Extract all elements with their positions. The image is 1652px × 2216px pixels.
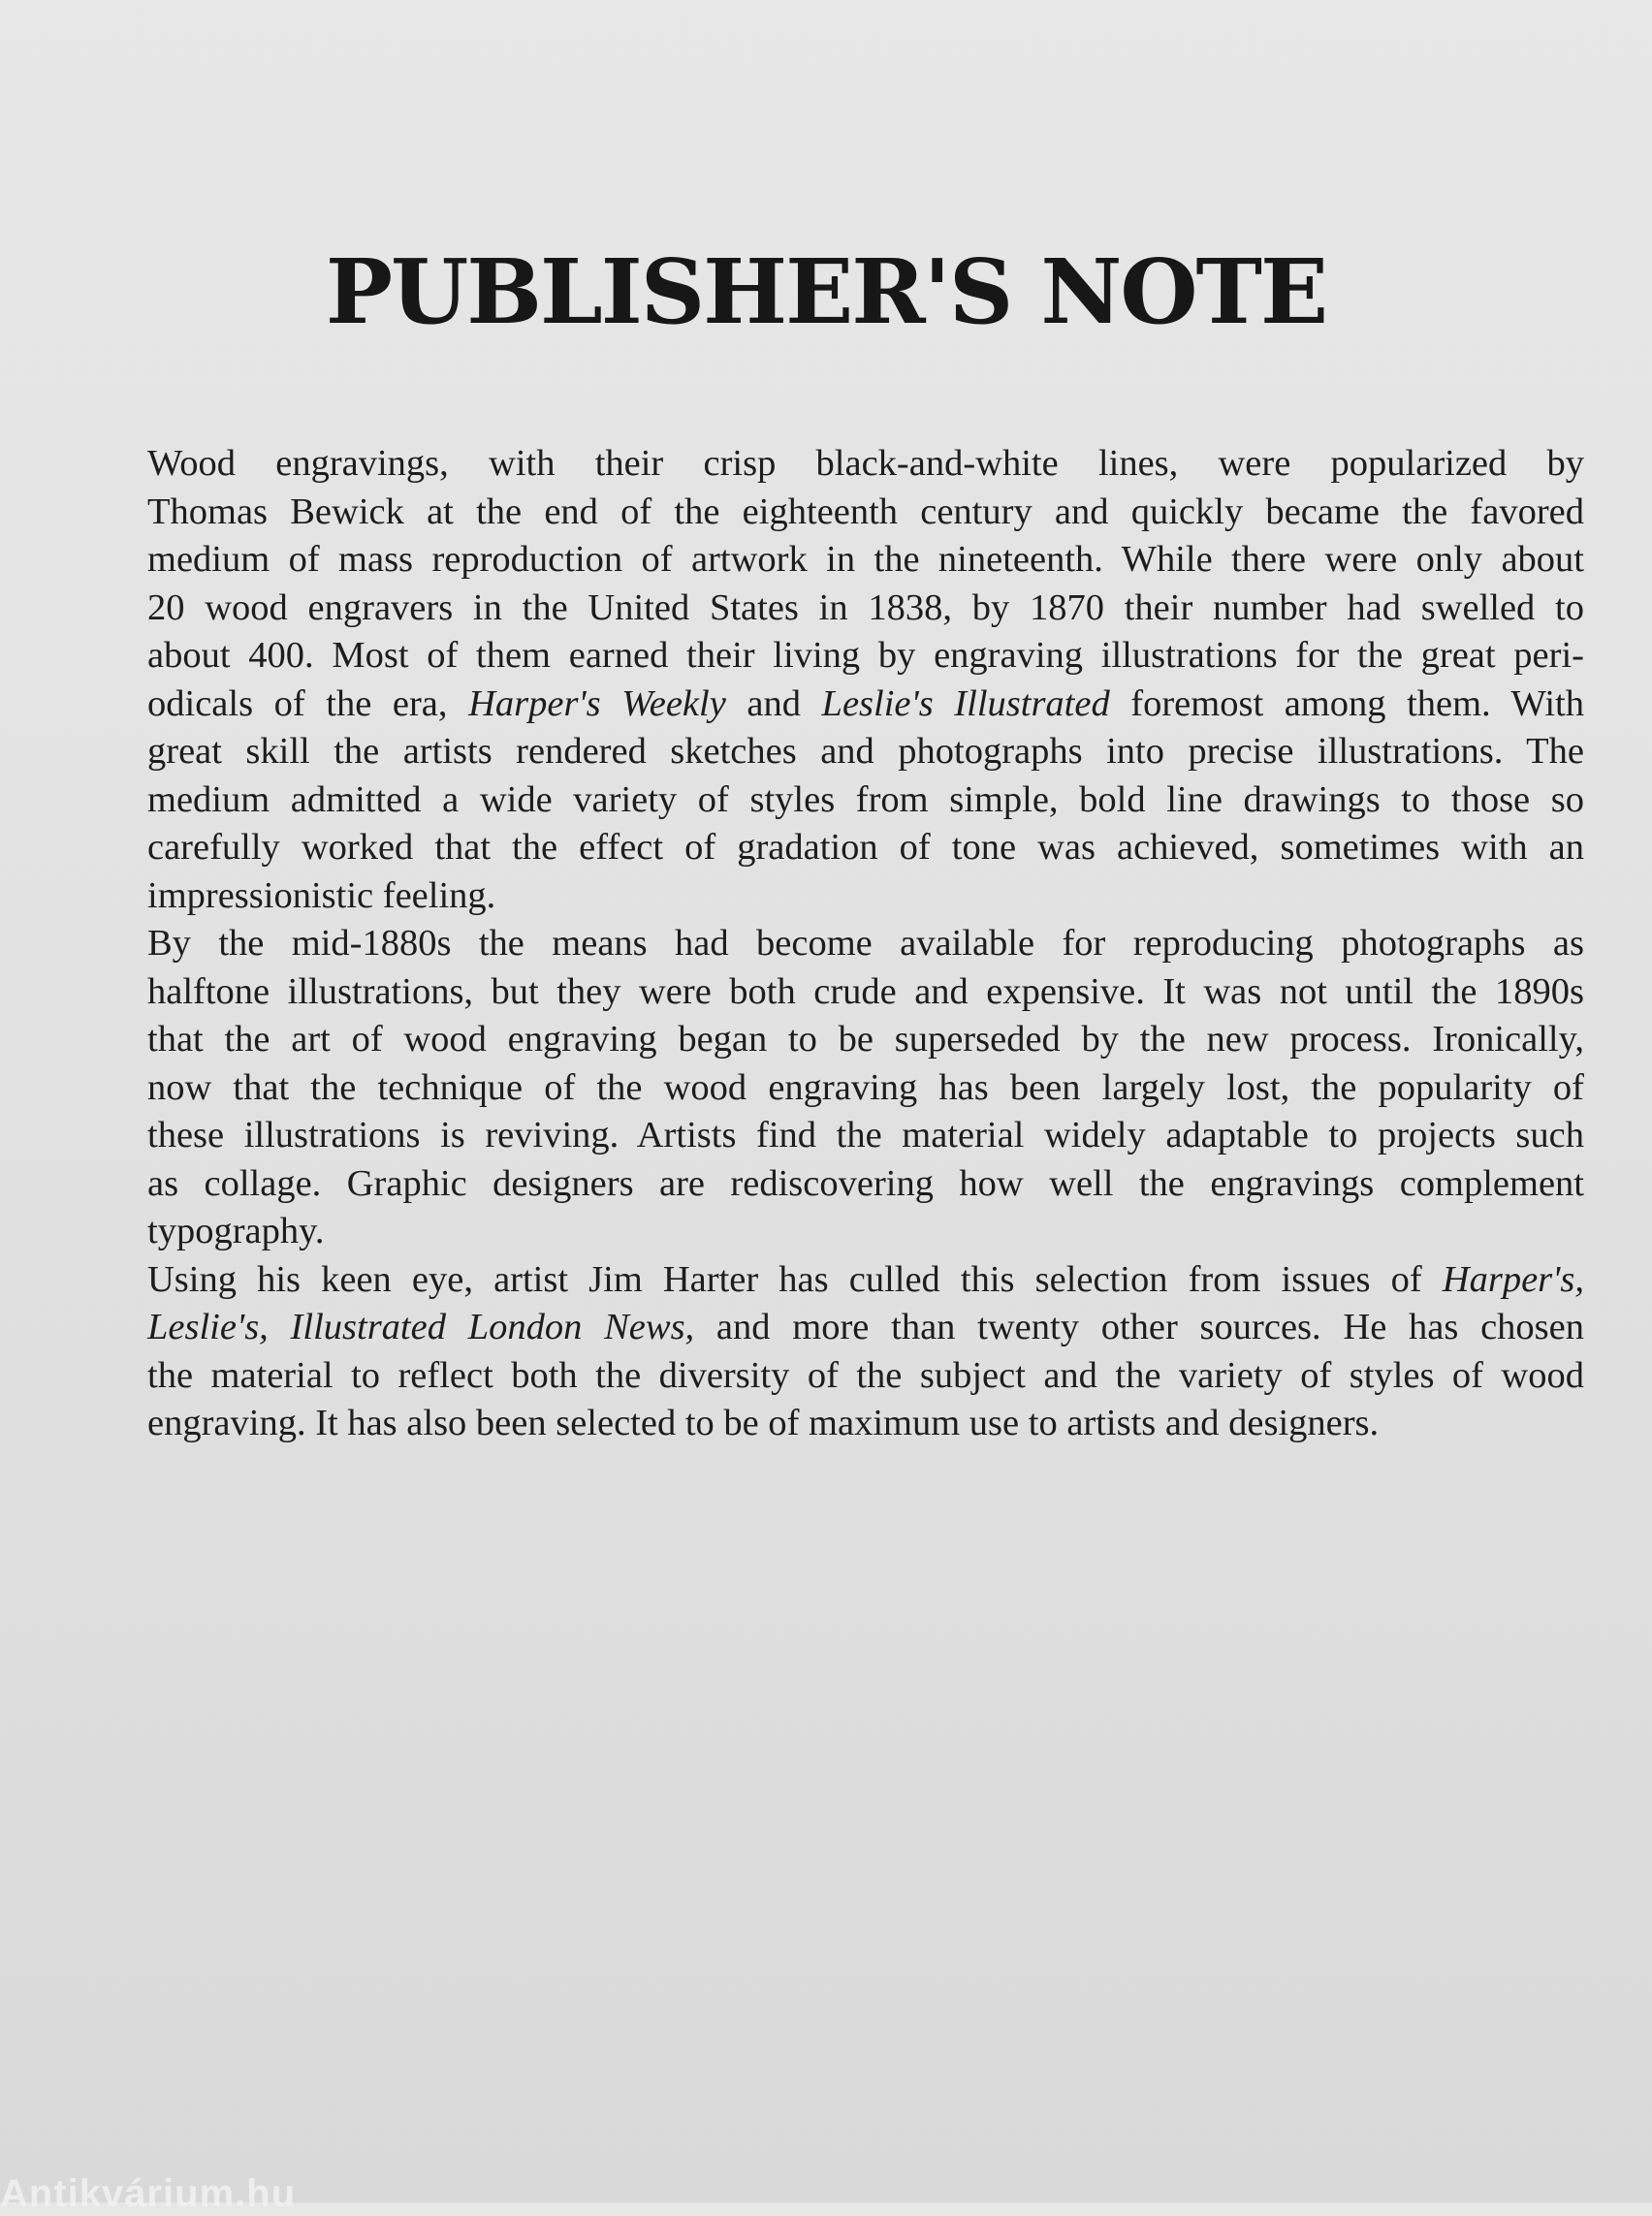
text-line — [62, 776, 1584, 825]
text-run: Using his keen eye, artist Jim Harter has culled this selection from issues of — [147, 1258, 1443, 1300]
text-line — [62, 920, 1584, 968]
text-run: that the art of wood engraving began to be superseded by the new process. Ironically, — [147, 1019, 1584, 1060]
text-run: the material to reflect both the diversity of the subject and the variety of styles of wood — [147, 1354, 1584, 1396]
text-line — [62, 1304, 1584, 1352]
italic-title: Leslie's, Illustrated London News, — [147, 1307, 695, 1347]
text-run: as collage. Graphic designers are rediscovering how well the engravings complement — [147, 1162, 1584, 1204]
text-line — [62, 440, 1584, 489]
watermark: Antikvárium.hu — [0, 2172, 297, 2215]
paragraph-1 — [62, 440, 1584, 920]
text-run: Wood engravings, with their crisp black-and-white lines, were popularized by — [147, 443, 1584, 484]
text-run: odicals of the era, — [147, 682, 469, 724]
body-text — [62, 440, 1584, 1448]
text-line — [62, 1016, 1584, 1064]
text-run: Thomas Bewick at the end of the eighteenth century and quickly became the favored — [147, 491, 1584, 532]
text-line — [62, 728, 1584, 776]
text-run: and more than twenty other sources. He has chosen — [694, 1307, 1585, 1347]
text-line — [62, 824, 1584, 872]
text-line — [62, 1400, 1584, 1448]
text-line — [62, 536, 1584, 585]
text-line — [62, 1160, 1584, 1209]
text-run: engraving. It has also been selected to be of maximum use to artists and designers. — [147, 1403, 1380, 1443]
text-run: and — [725, 682, 822, 724]
text-line — [62, 632, 1584, 681]
page-title: PUBLISHER'S NOTE — [325, 239, 1327, 344]
text-line — [62, 489, 1584, 537]
text-line — [62, 681, 1584, 729]
text-run: medium of mass reproduction of artwork in the nineteenth. While there were only about — [147, 539, 1584, 580]
text-line — [62, 872, 1584, 921]
text-run: now that the technique of the wood engraving has been largely lost, the popularity of — [147, 1066, 1584, 1108]
text-line — [62, 1112, 1584, 1160]
text-run: these illustrations is reviving. Artists find the material widely adaptable to projects such — [147, 1115, 1584, 1155]
text-run: typography. — [147, 1211, 325, 1251]
text-line — [62, 1256, 1584, 1305]
paragraph-2 — [62, 920, 1584, 1256]
text-line — [62, 968, 1584, 1017]
text-line — [62, 1208, 1584, 1256]
text-run: foremost among them. With — [1109, 682, 1584, 724]
text-run: medium admitted a wide variety of styles from simple, bold line drawings to those so — [147, 778, 1584, 820]
text-run: carefully worked that the effect of gradation of tone was achieved, sometimes with an — [147, 827, 1584, 868]
text-run: about 400. Most of them earned their living by engraving illustrations for the great peri- — [147, 635, 1584, 676]
italic-title: Harper's, — [1442, 1258, 1584, 1300]
text-run: great skill the artists rendered sketches and photographs into precise illustrations. The — [147, 731, 1584, 772]
text-run: 20 wood engravers in the United States in 1838, by 1870 their number had swelled to — [147, 586, 1584, 628]
text-run: halftone illustrations, but they were both crude and expensive. It was not until the 1890s — [147, 970, 1584, 1012]
text-run: impressionistic feeling. — [147, 874, 496, 916]
text-line — [62, 1352, 1584, 1401]
paragraph-3 — [62, 1256, 1584, 1448]
text-run: By the mid-1880s the means had become available for reproducing photographs as — [147, 923, 1584, 964]
text-line — [62, 1064, 1584, 1113]
italic-title: Harper's Weekly — [468, 682, 726, 724]
text-line — [62, 585, 1584, 633]
italic-title: Leslie's Illustrated — [821, 682, 1110, 724]
